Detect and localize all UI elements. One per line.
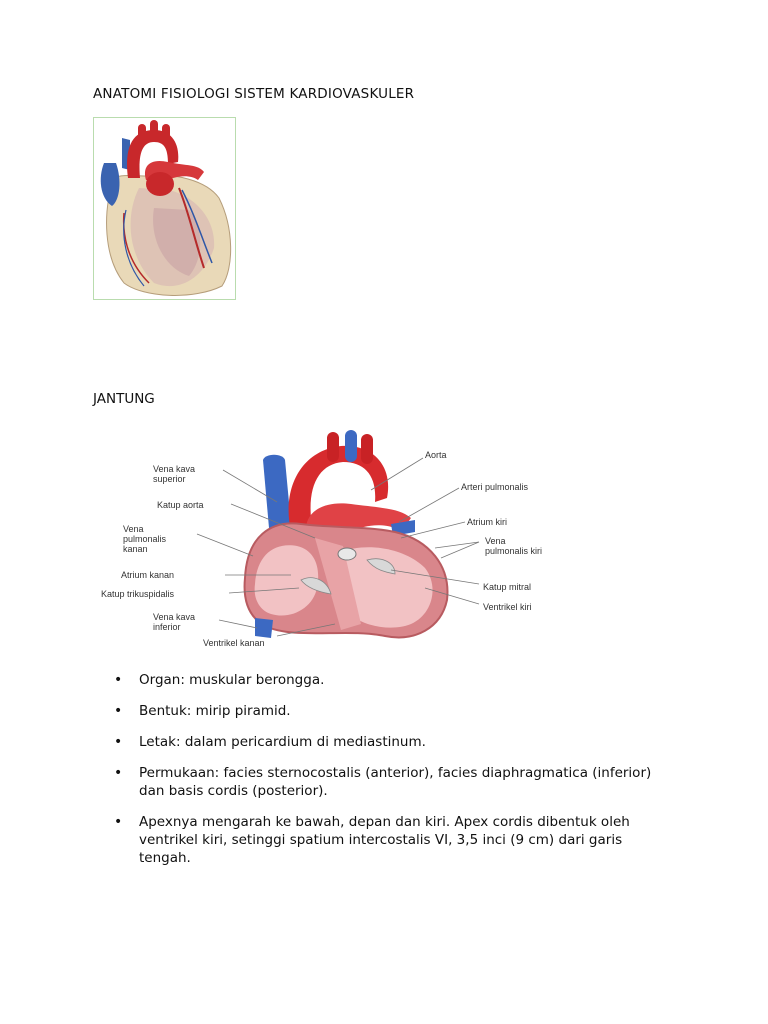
label-vena-pulmonalis-kanan-3: kanan [123, 544, 148, 554]
label-arteri-pulmonalis: Arteri pulmonalis [461, 482, 529, 492]
bullet-item: • Letak: dalam pericardium di mediastinum. [114, 733, 674, 751]
label-vena-pulmonalis-kiri-2: pulmonalis kiri [485, 546, 543, 556]
label-ventrikel-kiri: Ventrikel kiri [483, 602, 532, 612]
heart-exterior-image [93, 117, 236, 300]
bullet-item: • Permukaan: facies sternocostalis (anterior), facies diaphragmatica (inferior) dan basis cordis (posterior). [114, 764, 674, 800]
label-katup-trikuspidalis: Katup trikuspidalis [101, 589, 175, 599]
heart-exterior-illustration [94, 118, 235, 299]
label-ventrikel-kanan: Ventrikel kanan [203, 638, 265, 648]
label-vena-pulmonalis-kanan-2: pulmonalis [123, 534, 167, 544]
label-vena-kava-inferior-1: Vena kava [153, 612, 196, 622]
label-atrium-kiri: Atrium kiri [467, 517, 507, 527]
bullet-item: • Bentuk: mirip piramid. [114, 702, 674, 720]
label-aorta: Aorta [425, 450, 447, 460]
label-katup-aorta: Katup aorta [157, 500, 204, 510]
label-katup-mitral: Katup mitral [483, 582, 532, 592]
label-atrium-kanan: Atrium kanan [121, 570, 175, 580]
heart-cross-section-diagram [95, 428, 575, 660]
document-title: ANATOMI FISIOLOGI SISTEM KARDIOVASKULER [93, 86, 415, 102]
label-vena-kava-inferior-2: inferior [153, 622, 181, 632]
bullet-item: • Apexnya mengarah ke bawah, depan dan kiri. Apex cordis dibentuk oleh ventrikel kiri, setinggi spatium intercostalis VI, 3,5 inci (9 cm) dari garis tengah. [114, 813, 674, 867]
bullet-item: • Organ: muskular berongga. [114, 671, 674, 689]
label-vena-pulmonalis-kanan-1: Vena [123, 524, 144, 534]
section-title: JANTUNG [93, 391, 155, 407]
label-vena-kava-superior-2: superior [153, 474, 186, 484]
label-vena-pulmonalis-kiri-1: Vena [485, 536, 506, 546]
bullet-list [114, 671, 674, 880]
label-vena-kava-superior-1: Vena kava [153, 464, 196, 474]
